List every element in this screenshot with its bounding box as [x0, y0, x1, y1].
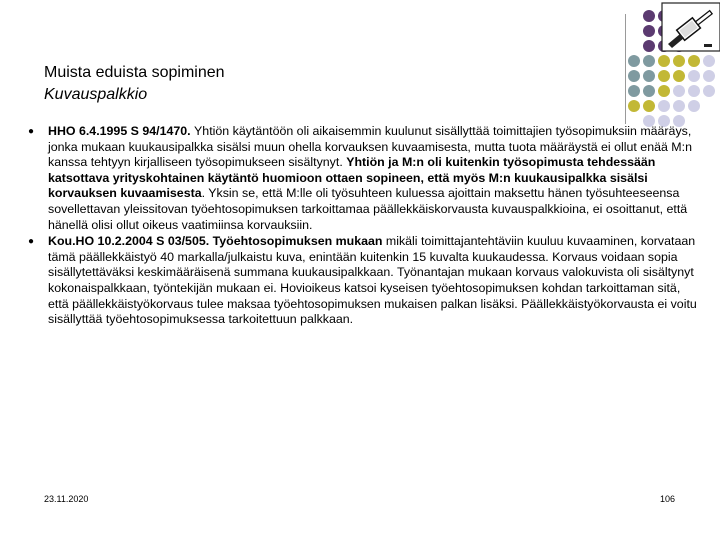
- decorative-dot: [628, 70, 640, 82]
- decorative-dot: [688, 70, 700, 82]
- decorative-dot: [658, 100, 670, 112]
- decorative-dot: [628, 85, 640, 97]
- decorative-dot: [658, 55, 670, 67]
- bullet-dot-icon: ●: [28, 236, 35, 248]
- list-item: [28, 234, 700, 328]
- slide-title: Muista eduista sopiminen: [44, 64, 225, 81]
- footer-page-number: 106: [660, 494, 676, 504]
- decorative-dot: [673, 85, 685, 97]
- decorative-dot: [643, 25, 655, 37]
- bold-text: Yhtiön ja M:n oli kuitenkin työsopimusta tehdessään katsottava yrityskohtainen käytäntö huomioon ottaen sopineen, että myös M:n kuukausipalkka sisälsi korvauksen kuvaamisesta: [48, 155, 656, 201]
- list-item: [28, 124, 700, 233]
- decorative-dot: [628, 55, 640, 67]
- footer-date: 23.11.2020: [44, 494, 89, 504]
- body-text: Yhtiön käytäntöön oli aikaisemmin kuulunut sisällyttää toimittajien työsopimuksiin määräys, jonka mukaan kuukausipalkka sisälsi muun ohella korvauksen kuvaamisesta, mutta tuota määräystä ei ollut enää M:n kanssa tehtyyn kirjalliseen työsopimukseen sisältynyt.: [48, 124, 692, 170]
- body-text: . Yksin se, että M:lle oli työsuhteen kuluessa ajoittain maksettu hänen työsuhteeseensa sovellettavan yleissitovan työehtosopimuksen tarkoittamaa päällekkäiskorvausta kuvauspalkkioina, ei osoittanut, että hänellä olisi ollut oikeus vaatimiinsa korvauksiin.: [48, 186, 688, 232]
- decorative-dot: [673, 70, 685, 82]
- decorative-dot: [688, 55, 700, 67]
- decorative-dot: [703, 70, 715, 82]
- body-text: mikäli toimittajantehtäviin kuuluu kuvaaminen, korvataan tämä päällekkäistyö 40 markalla/julkaistu kuva, enintään kuitenkin 15 kuvalta kuukaudessa. Korvaus voidaan sopia sisällytettäväksi keskimääräisenä summana kuukausipalkkaan. Työnantajan mukaan korvaus valokuvista oli sisältynyt kokonaispalkkaan, työntekijän mukaan ei. Hovioikeus katsoi kyseisen työehtosopimuksen kohdan tarkoittaman sitä, että päällekkäistyökorvaus tulee maksaa työehtosopimuksen mukaisen palkan lisäksi. Päällekkäistyökorvausta ei voitu sisällyttää työehtosopimuksessa tarkoitettuun palkkaan.: [48, 234, 697, 327]
- decorative-dot: [643, 70, 655, 82]
- decorative-dot: [703, 85, 715, 97]
- decorative-dot: [688, 85, 700, 97]
- slide-title-block: [44, 62, 604, 106]
- decorative-dot: [673, 55, 685, 67]
- bold-text: Kou.HO 10.2.2004 S 03/505. Työehtosopimuksen mukaan: [48, 234, 386, 249]
- gavel-icon: [662, 3, 720, 51]
- bullet-dot-icon: ●: [28, 126, 35, 137]
- decorative-dot: [703, 55, 715, 67]
- decorative-dot: [658, 85, 670, 97]
- decorative-dot: [643, 40, 655, 52]
- decorative-dot: [643, 10, 655, 22]
- decorative-dot: [658, 70, 670, 82]
- decorative-dot: [643, 85, 655, 97]
- divider-line: [625, 14, 626, 124]
- decorative-dot: [643, 100, 655, 112]
- bold-text: HHO 6.4.1995 S 94/1470.: [48, 124, 195, 138]
- slide-subtitle: Kuvauspalkkio: [44, 86, 148, 103]
- decorative-dot: [643, 55, 655, 67]
- decorative-dot: [628, 100, 640, 112]
- decorative-dot: [688, 100, 700, 112]
- bullet-list: [28, 124, 700, 329]
- decorative-dot: [673, 100, 685, 112]
